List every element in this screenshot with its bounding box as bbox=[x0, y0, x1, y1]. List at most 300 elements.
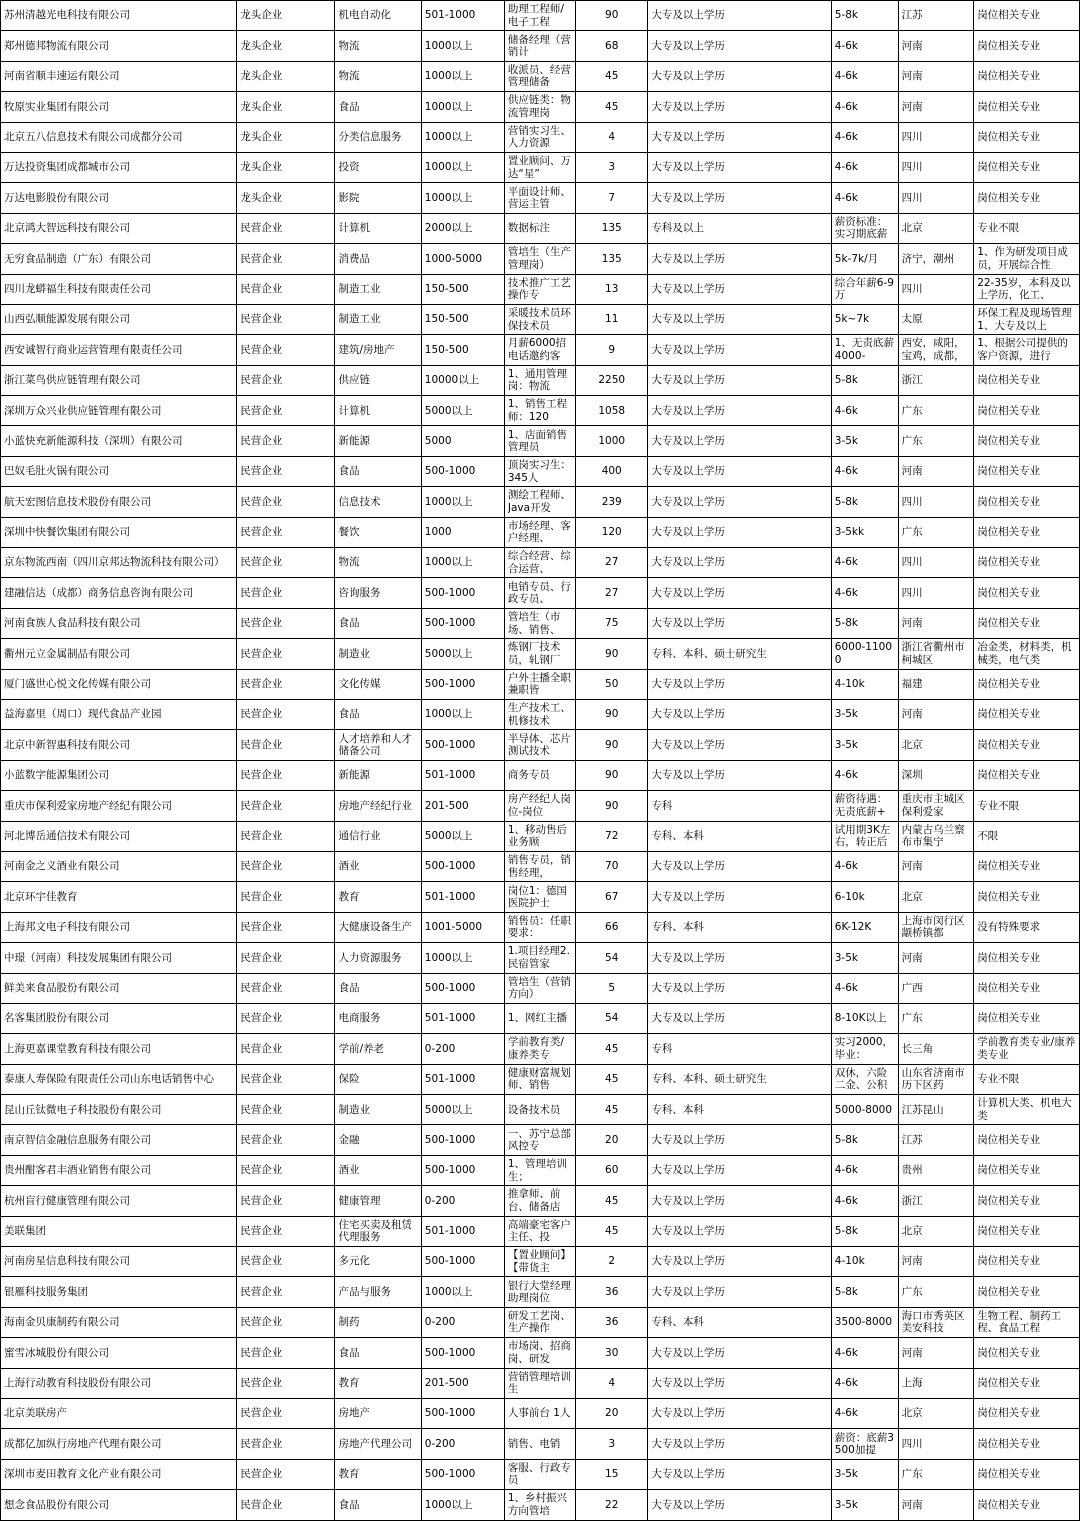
cell-industry bbox=[335, 152, 421, 182]
cell-major bbox=[974, 1095, 1080, 1125]
industry-text: 食品 bbox=[338, 1498, 360, 1511]
cell-education bbox=[648, 1247, 831, 1277]
cell-education bbox=[648, 456, 831, 486]
cell-salary bbox=[831, 1155, 898, 1185]
headcount-text: 90 bbox=[605, 9, 619, 22]
location-text: 浙江省衢州市柯城区 bbox=[901, 641, 965, 666]
major-text: 岗位相关专业 bbox=[977, 586, 1041, 599]
scale-text: 500-1000 bbox=[424, 678, 476, 691]
cell-position bbox=[504, 183, 575, 213]
cell-education bbox=[648, 1064, 831, 1094]
type-text: 民营企业 bbox=[240, 495, 283, 508]
type-text: 民营企业 bbox=[240, 1133, 283, 1146]
cell-major bbox=[974, 912, 1080, 942]
location-text: 海口市秀英区美安科技 bbox=[901, 1309, 965, 1335]
cell-education bbox=[648, 365, 831, 395]
location-text: 福建 bbox=[901, 678, 923, 691]
salary-text: 3-5k bbox=[834, 708, 859, 721]
position-text: 设备技术员 bbox=[507, 1103, 561, 1116]
company-text: 北京中新智惠科技有限公司 bbox=[4, 738, 130, 751]
location-text: 内蒙古乌兰察布市集宁 bbox=[901, 823, 965, 849]
cell-education bbox=[648, 730, 831, 760]
headcount-text: 1058 bbox=[598, 404, 626, 417]
table-row bbox=[1, 1095, 1080, 1125]
scale-text: 5000 bbox=[424, 434, 452, 447]
position-text: 岗位1：德国医院护士 bbox=[507, 884, 568, 910]
cell-scale bbox=[421, 1064, 504, 1094]
headcount-text: 45 bbox=[605, 1194, 619, 1207]
major-text: 1、根据公司提供的客户资源，进行 bbox=[977, 337, 1068, 362]
position-text: 1.项目经理2.民宿管家 bbox=[507, 945, 570, 970]
major-text: 岗位相关专业 bbox=[977, 708, 1041, 721]
cell-education bbox=[648, 578, 831, 608]
headcount-text: 45 bbox=[605, 1103, 619, 1116]
cell-education bbox=[648, 1003, 831, 1033]
position-text: 学前教育类/康养类专 bbox=[507, 1036, 564, 1061]
industry-text: 教育 bbox=[338, 1377, 360, 1390]
company-text: 浙江菜鸟供应链管理有限公司 bbox=[4, 374, 141, 387]
cell-major bbox=[974, 730, 1080, 760]
cell-headcount bbox=[576, 396, 648, 426]
industry-text: 影院 bbox=[338, 191, 360, 204]
scale-text: 0-200 bbox=[424, 1316, 456, 1329]
cell-location bbox=[898, 608, 974, 638]
cell-industry bbox=[335, 487, 421, 517]
cell-type bbox=[237, 1, 335, 31]
cell-salary bbox=[831, 213, 898, 243]
type-text: 民营企业 bbox=[240, 556, 283, 569]
cell-company bbox=[1, 152, 237, 182]
industry-text: 房地产代理公司 bbox=[338, 1437, 412, 1450]
type-text: 民营企业 bbox=[240, 465, 283, 478]
cell-company bbox=[1, 912, 237, 942]
cell-headcount bbox=[576, 882, 648, 912]
position-text: 数据标注 bbox=[507, 222, 550, 235]
cell-scale bbox=[421, 1125, 504, 1155]
cell-headcount bbox=[576, 92, 648, 122]
company-text: 四川龙蟒福生科技有限责任公司 bbox=[4, 282, 151, 295]
education-text: 大专及以上学历 bbox=[651, 313, 725, 326]
location-text: 贵州 bbox=[901, 1164, 923, 1177]
education-text: 大专及以上学历 bbox=[651, 100, 725, 113]
cell-education bbox=[648, 61, 831, 91]
company-text: 建融信达（成都）商务信息咨询有限公司 bbox=[4, 586, 193, 599]
cell-education bbox=[648, 426, 831, 456]
cell-headcount bbox=[576, 122, 648, 152]
cell-industry bbox=[335, 517, 421, 547]
cell-education bbox=[648, 1459, 831, 1489]
major-text: 岗位相关专业 bbox=[977, 890, 1041, 903]
education-text: 专科 bbox=[651, 799, 673, 812]
position-text: 1、通用管理岗：物流 bbox=[507, 367, 568, 393]
cell-scale bbox=[421, 548, 504, 578]
location-text: 河南 bbox=[901, 39, 923, 52]
major-text: 岗位相关专业 bbox=[977, 526, 1041, 539]
cell-salary bbox=[831, 1368, 898, 1398]
position-text: 顶岗实习生：345人 bbox=[507, 459, 571, 484]
cell-education bbox=[648, 669, 831, 699]
table-row bbox=[1, 973, 1080, 1003]
headcount-text: 30 bbox=[605, 1346, 619, 1359]
position-text: 市场岗、招商岗、研发 bbox=[507, 1340, 571, 1365]
salary-text: 4-6k bbox=[834, 860, 859, 873]
education-text: 专科、本科 bbox=[651, 1316, 704, 1329]
type-text: 民营企业 bbox=[240, 222, 283, 235]
cell-industry bbox=[335, 669, 421, 699]
cell-headcount bbox=[576, 973, 648, 1003]
headcount-text: 54 bbox=[605, 951, 619, 964]
cell-location bbox=[898, 1095, 974, 1125]
position-text: 管培生（生产管理岗） bbox=[507, 246, 571, 271]
cell-education bbox=[648, 912, 831, 942]
major-text: 岗位相关专业 bbox=[977, 1498, 1041, 1511]
cell-headcount bbox=[576, 426, 648, 456]
headcount-text: 20 bbox=[605, 1133, 619, 1146]
cell-company bbox=[1, 213, 237, 243]
cell-headcount bbox=[576, 608, 648, 638]
location-text: 河南 bbox=[901, 70, 923, 83]
cell-scale bbox=[421, 122, 504, 152]
cell-position bbox=[504, 1034, 575, 1064]
education-text: 大专及以上学历 bbox=[651, 1164, 725, 1177]
cell-position bbox=[504, 730, 575, 760]
table-row bbox=[1, 1490, 1080, 1520]
cell-major bbox=[974, 760, 1080, 790]
industry-text: 消费品 bbox=[338, 252, 370, 265]
cell-location bbox=[898, 578, 974, 608]
cell-headcount bbox=[576, 1155, 648, 1185]
cell-industry bbox=[335, 548, 421, 578]
cell-scale bbox=[421, 669, 504, 699]
cell-salary bbox=[831, 92, 898, 122]
cell-industry bbox=[335, 791, 421, 821]
cell-scale bbox=[421, 730, 504, 760]
cell-industry bbox=[335, 1125, 421, 1155]
position-text: 市场经理、客户经理、 bbox=[507, 519, 571, 545]
cell-scale bbox=[421, 1155, 504, 1185]
cell-major bbox=[974, 669, 1080, 699]
cell-position bbox=[504, 882, 575, 912]
table-row bbox=[1, 152, 1080, 182]
position-text: 营销管理培训生 bbox=[507, 1370, 571, 1396]
cell-education bbox=[648, 1398, 831, 1428]
table-row bbox=[1, 821, 1080, 851]
cell-type bbox=[237, 608, 335, 638]
cell-scale bbox=[421, 304, 504, 334]
cell-location bbox=[898, 943, 974, 973]
location-text: 北京 bbox=[901, 222, 923, 235]
scale-text: 0-200 bbox=[424, 1042, 456, 1055]
headcount-text: 27 bbox=[605, 556, 619, 569]
cell-salary bbox=[831, 517, 898, 547]
type-text: 民营企业 bbox=[240, 252, 283, 265]
cell-type bbox=[237, 213, 335, 243]
cell-position bbox=[504, 31, 575, 61]
cell-location bbox=[898, 1034, 974, 1064]
company-text: 衢州元立金属制品有限公司 bbox=[4, 647, 130, 660]
cell-company bbox=[1, 548, 237, 578]
headcount-text: 45 bbox=[605, 1225, 619, 1238]
cell-salary bbox=[831, 1125, 898, 1155]
cell-scale bbox=[421, 274, 504, 304]
position-text: 营销实习生、人力资源 bbox=[507, 124, 571, 150]
location-text: 北京 bbox=[901, 1407, 923, 1420]
cell-headcount bbox=[576, 730, 648, 760]
cell-education bbox=[648, 31, 831, 61]
industry-text: 制造业 bbox=[338, 1103, 370, 1116]
cell-salary bbox=[831, 365, 898, 395]
position-text: 一、苏宁总部风控专 bbox=[507, 1127, 571, 1153]
cell-headcount bbox=[576, 244, 648, 274]
location-text: 河南 bbox=[901, 1255, 923, 1268]
table-row bbox=[1, 1155, 1080, 1185]
table-row bbox=[1, 304, 1080, 334]
cell-scale bbox=[421, 487, 504, 517]
cell-industry bbox=[335, 244, 421, 274]
cell-location bbox=[898, 639, 974, 669]
cell-major bbox=[974, 1459, 1080, 1489]
industry-text: 物流 bbox=[338, 556, 360, 569]
cell-industry bbox=[335, 639, 421, 669]
scale-text: 500-1000 bbox=[424, 1346, 476, 1359]
cell-position bbox=[504, 1307, 575, 1337]
industry-text: 制造业 bbox=[338, 647, 370, 660]
position-text: 收派员、经营管理储备 bbox=[507, 63, 571, 89]
industry-text: 大健康设备生产 bbox=[338, 921, 412, 934]
table-row bbox=[1, 851, 1080, 881]
education-text: 大专及以上学历 bbox=[651, 1377, 725, 1390]
cell-industry bbox=[335, 608, 421, 638]
headcount-text: 13 bbox=[605, 282, 619, 295]
position-text: 1、店面销售管理员 bbox=[507, 428, 568, 454]
headcount-text: 1000 bbox=[598, 434, 626, 447]
cell-location bbox=[898, 1003, 974, 1033]
cell-industry bbox=[335, 1155, 421, 1185]
salary-text: 3-5k bbox=[834, 434, 859, 447]
cell-headcount bbox=[576, 669, 648, 699]
cell-education bbox=[648, 1368, 831, 1398]
industry-text: 产品与服务 bbox=[338, 1285, 391, 1298]
cell-major bbox=[974, 578, 1080, 608]
cell-major bbox=[974, 1034, 1080, 1064]
industry-text: 金融 bbox=[338, 1133, 360, 1146]
location-text: 长三角 bbox=[901, 1042, 934, 1055]
type-text: 民营企业 bbox=[240, 1346, 283, 1359]
industry-text: 食品 bbox=[338, 100, 360, 113]
major-text: 不限 bbox=[977, 829, 999, 842]
cell-position bbox=[504, 1064, 575, 1094]
education-text: 大专及以上学历 bbox=[651, 526, 725, 539]
cell-company bbox=[1, 335, 237, 365]
cell-location bbox=[898, 31, 974, 61]
major-text: 岗位相关专业 bbox=[977, 191, 1041, 204]
major-text: 岗位相关专业 bbox=[977, 1012, 1041, 1025]
education-text: 大专及以上学历 bbox=[651, 586, 725, 599]
scale-text: 150-500 bbox=[424, 343, 469, 356]
cell-scale bbox=[421, 973, 504, 1003]
company-text: 益海嘉里（周口）现代食品产业园 bbox=[4, 708, 162, 721]
cell-salary bbox=[831, 973, 898, 1003]
cell-salary bbox=[831, 1490, 898, 1520]
type-text: 民营企业 bbox=[240, 647, 283, 660]
table-row bbox=[1, 608, 1080, 638]
type-text: 龙头企业 bbox=[240, 70, 283, 83]
cell-major bbox=[974, 1307, 1080, 1337]
cell-headcount bbox=[576, 791, 648, 821]
table-body bbox=[1, 1, 1080, 1521]
headcount-text: 75 bbox=[605, 617, 619, 630]
major-text: 生物工程、制药工程、食品工程 bbox=[977, 1309, 1062, 1335]
industry-text: 酒业 bbox=[338, 1164, 360, 1177]
cell-education bbox=[648, 1338, 831, 1368]
location-text: 广东 bbox=[901, 1012, 923, 1025]
company-text: 深圳中快餐饮集团有限公司 bbox=[4, 526, 130, 539]
cell-scale bbox=[421, 92, 504, 122]
cell-location bbox=[898, 730, 974, 760]
cell-headcount bbox=[576, 1490, 648, 1520]
scale-text: 501-1000 bbox=[424, 1073, 476, 1086]
cell-type bbox=[237, 1095, 335, 1125]
cell-education bbox=[648, 335, 831, 365]
cell-location bbox=[898, 1186, 974, 1216]
headcount-text: 5 bbox=[608, 981, 616, 994]
cell-scale bbox=[421, 456, 504, 486]
scale-text: 500-1000 bbox=[424, 860, 476, 873]
headcount-text: 36 bbox=[605, 1316, 619, 1329]
cell-company bbox=[1, 669, 237, 699]
cell-position bbox=[504, 152, 575, 182]
headcount-text: 7 bbox=[608, 191, 616, 204]
education-text: 大专及以上学历 bbox=[651, 1468, 725, 1481]
industry-text: 物流 bbox=[338, 70, 360, 83]
cell-industry bbox=[335, 1277, 421, 1307]
location-text: 广东 bbox=[901, 526, 923, 539]
company-text: 河南省顺丰速运有限公司 bbox=[4, 70, 120, 83]
cell-company bbox=[1, 244, 237, 274]
company-text: 万达电影股份有限公司 bbox=[4, 191, 109, 204]
cell-major bbox=[974, 1490, 1080, 1520]
education-text: 专科、本科、硕士研究生 bbox=[651, 647, 767, 660]
cell-industry bbox=[335, 1429, 421, 1459]
company-text: 上海更嘉课堂教育科技有限公司 bbox=[4, 1042, 151, 1055]
cell-scale bbox=[421, 608, 504, 638]
cell-industry bbox=[335, 183, 421, 213]
location-text: 河南 bbox=[901, 1498, 923, 1511]
location-text: 江苏 bbox=[901, 1133, 923, 1146]
cell-industry bbox=[335, 1398, 421, 1428]
cell-company bbox=[1, 973, 237, 1003]
cell-company bbox=[1, 1307, 237, 1337]
cell-location bbox=[898, 122, 974, 152]
scale-text: 1000 bbox=[424, 526, 452, 539]
cell-education bbox=[648, 1125, 831, 1155]
cell-industry bbox=[335, 31, 421, 61]
cell-scale bbox=[421, 578, 504, 608]
cell-company bbox=[1, 1216, 237, 1246]
cell-scale bbox=[421, 943, 504, 973]
education-text: 大专及以上学历 bbox=[651, 39, 725, 52]
education-text: 大专及以上学历 bbox=[651, 70, 725, 83]
cell-company bbox=[1, 426, 237, 456]
cell-headcount bbox=[576, 1064, 648, 1094]
cell-type bbox=[237, 1277, 335, 1307]
cell-company bbox=[1, 851, 237, 881]
cell-salary bbox=[831, 1186, 898, 1216]
salary-text: 4-6k bbox=[834, 556, 859, 569]
cell-location bbox=[898, 517, 974, 547]
table-row bbox=[1, 1216, 1080, 1246]
cell-location bbox=[898, 426, 974, 456]
scale-text: 1000以上 bbox=[424, 70, 473, 83]
education-text: 大专及以上学历 bbox=[651, 1285, 725, 1298]
type-text: 民营企业 bbox=[240, 1498, 283, 1511]
cell-major bbox=[974, 396, 1080, 426]
industry-text: 保险 bbox=[338, 1073, 360, 1086]
major-text: 专业不限 bbox=[977, 1073, 1020, 1086]
cell-headcount bbox=[576, 1095, 648, 1125]
cell-location bbox=[898, 61, 974, 91]
education-text: 大专及以上学历 bbox=[651, 374, 725, 387]
cell-location bbox=[898, 1429, 974, 1459]
position-text: 技术推广工艺操作专 bbox=[507, 276, 571, 302]
table-row bbox=[1, 456, 1080, 486]
cell-education bbox=[648, 973, 831, 1003]
cell-position bbox=[504, 1125, 575, 1155]
cell-major bbox=[974, 456, 1080, 486]
industry-text: 食品 bbox=[338, 617, 360, 630]
cell-headcount bbox=[576, 943, 648, 973]
headcount-text: 66 bbox=[605, 921, 619, 934]
type-text: 民营企业 bbox=[240, 981, 283, 994]
education-text: 大专及以上学历 bbox=[651, 678, 725, 691]
cell-scale bbox=[421, 1490, 504, 1520]
cell-type bbox=[237, 365, 335, 395]
cell-industry bbox=[335, 122, 421, 152]
industry-text: 人力资源服务 bbox=[338, 951, 402, 964]
location-text: 西安，咸阳，宝鸡，成都， bbox=[901, 337, 965, 362]
major-text: 冶金类，材料类，机械类，电气类 bbox=[977, 641, 1072, 666]
cell-location bbox=[898, 882, 974, 912]
cell-company bbox=[1, 1398, 237, 1428]
cell-type bbox=[237, 1459, 335, 1489]
type-text: 民营企业 bbox=[240, 1407, 283, 1420]
industry-text: 制造工业 bbox=[338, 282, 381, 295]
cell-major bbox=[974, 1216, 1080, 1246]
type-text: 民营企业 bbox=[240, 1377, 283, 1390]
cell-location bbox=[898, 1398, 974, 1428]
cell-industry bbox=[335, 61, 421, 91]
cell-industry bbox=[335, 760, 421, 790]
cell-position bbox=[504, 1155, 575, 1185]
salary-text: 4-6k bbox=[834, 404, 859, 417]
scale-text: 2000以上 bbox=[424, 222, 473, 235]
position-text: 【置业顾问】【带货主 bbox=[507, 1249, 571, 1274]
cell-major bbox=[974, 426, 1080, 456]
cell-company bbox=[1, 578, 237, 608]
major-text: 岗位相关专业 bbox=[977, 131, 1041, 143]
position-text: 销售专员，销售经理， bbox=[507, 854, 571, 879]
position-text: 1、销售工程师：120 bbox=[507, 398, 568, 423]
cell-education bbox=[648, 1155, 831, 1185]
scale-text: 201-500 bbox=[424, 1377, 469, 1390]
major-text: 岗位相关专业 bbox=[977, 678, 1041, 691]
position-text: 1、乡村振兴方向管培 bbox=[507, 1492, 568, 1517]
cell-major bbox=[974, 152, 1080, 182]
headcount-text: 60 bbox=[605, 1164, 619, 1177]
cell-headcount bbox=[576, 517, 648, 547]
type-text: 龙头企业 bbox=[240, 100, 283, 113]
major-text: 岗位相关专业 bbox=[977, 617, 1041, 630]
